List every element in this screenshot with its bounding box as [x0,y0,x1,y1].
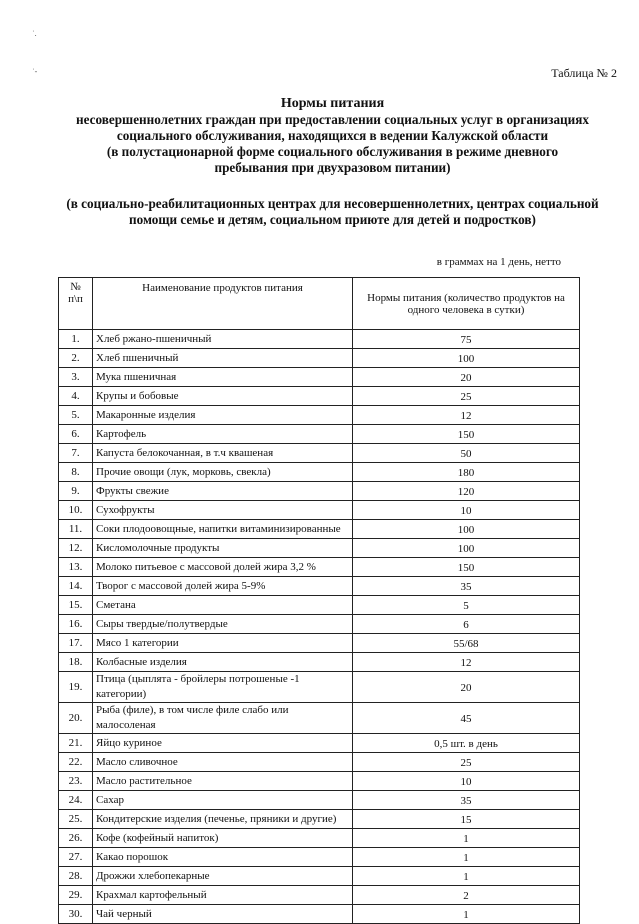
table-row [59,753,580,772]
table-row [59,791,580,810]
norm-value: 0,5 шт. в день [353,734,580,753]
table-row [59,596,580,615]
row-number: 7. [59,444,93,463]
norm-value: 55/68 [353,634,580,653]
subtitle-line: (в социально-реабилитационных центрах для несовершеннолетних, центрах социальной [66,196,599,211]
table-row [59,520,580,539]
table-row [59,615,580,634]
norm-value: 100 [353,349,580,368]
row-number: 10. [59,501,93,520]
row-number: 24. [59,791,93,810]
row-number: 18. [59,653,93,672]
norm-value: 45 [353,703,580,734]
product-name: Кисломолочные продукты [93,539,353,558]
product-name: Рыба (филе), в том числе филе слабо или малосоленая [93,703,353,734]
norm-value: 10 [353,501,580,520]
row-number: 14. [59,577,93,596]
row-number: 1. [59,330,93,349]
norm-value: 100 [353,520,580,539]
product-name: Яйцо куриное [93,734,353,753]
norm-value: 25 [353,387,580,406]
norm-value: 1 [353,867,580,886]
product-name: Сыры твердые/полутвердые [93,615,353,634]
table-row [59,905,580,924]
table-row [59,577,580,596]
product-name: Соки плодоовощные, напитки витаминизированные [93,520,353,539]
table-row [59,330,580,349]
row-number: 4. [59,387,93,406]
row-number: 11. [59,520,93,539]
table-row [59,734,580,753]
table-row [59,829,580,848]
row-number: 16. [59,615,93,634]
norm-value: 12 [353,653,580,672]
row-number: 5. [59,406,93,425]
row-number: 12. [59,539,93,558]
document-title-block [30,96,635,176]
table-row [59,672,580,703]
table-row [59,387,580,406]
table-row [59,444,580,463]
scan-speck: ˙. [32,29,37,38]
table-row [59,425,580,444]
table-row [59,406,580,425]
norm-value: 35 [353,577,580,596]
product-name: Сахар [93,791,353,810]
title-line: социального обслуживания, находящихся в ведении Калужской области [116,128,549,143]
table-row [59,539,580,558]
table-row [59,810,580,829]
document-subtitle [30,196,635,228]
norm-value: 15 [353,810,580,829]
product-name: Кофе (кофейный напиток) [93,829,353,848]
norm-value: 20 [353,672,580,703]
table-row [59,867,580,886]
row-number: 2. [59,349,93,368]
norm-value: 5 [353,596,580,615]
row-number: 3. [59,368,93,387]
row-number: 20. [59,703,93,734]
norm-value: 100 [353,539,580,558]
table-row [59,772,580,791]
norm-value: 1 [353,848,580,867]
norm-value: 2 [353,886,580,905]
title-line: (в полустационарной форме социального обслуживания в режиме дневного [106,144,559,159]
title-line: несовершеннолетних граждан при предоставлении социальных услуг в организациях [76,112,589,127]
row-number: 28. [59,867,93,886]
title-line: пребывания при двухразовом питании) [214,160,451,175]
row-number: 22. [59,753,93,772]
table-row [59,634,580,653]
product-name: Дрожжи хлебопекарные [93,867,353,886]
product-name: Кондитерские изделия (печенье, пряники и другие) [93,810,353,829]
row-number: 29. [59,886,93,905]
product-name: Творог с массовой долей жира 5-9% [93,577,353,596]
norm-value: 180 [353,463,580,482]
product-name: Прочие овощи (лук, морковь, свекла) [93,463,353,482]
product-name: Сухофрукты [93,501,353,520]
row-number: 23. [59,772,93,791]
row-number: 30. [59,905,93,924]
product-name: Мясо 1 категории [93,634,353,653]
product-name: Фрукты свежие [93,482,353,501]
product-name: Сметана [93,596,353,615]
header-number: № п\п [59,278,93,330]
header-norm: Нормы питания (количество продуктов на одного человека в сутки) [353,278,580,330]
product-name: Мука пшеничная [93,368,353,387]
table-number-label: Таблица № 2 [551,66,617,80]
norm-value: 10 [353,772,580,791]
row-number: 15. [59,596,93,615]
product-name: Птица (цыплята - бройлеры потрошеные -1 категории) [93,672,353,703]
row-number: 26. [59,829,93,848]
norm-value: 75 [353,330,580,349]
product-name: Крупы и бобовые [93,387,353,406]
table-row [59,703,580,734]
norm-value: 120 [353,482,580,501]
row-number: 9. [59,482,93,501]
product-name: Молоко питьевое с массовой долей жира 3,2 % [93,558,353,577]
product-name: Картофель [93,425,353,444]
norm-value: 1 [353,905,580,924]
norm-value: 25 [353,753,580,772]
table-row [59,653,580,672]
row-number: 17. [59,634,93,653]
subtitle-line: помощи семье и детям, социальном приюте для детей и подростков) [129,212,536,227]
norm-value: 6 [353,615,580,634]
table-row [59,501,580,520]
table-row [59,349,580,368]
product-name: Колбасные изделия [93,653,353,672]
product-name: Масло сливочное [93,753,353,772]
table-header-row [59,278,580,330]
row-number: 13. [59,558,93,577]
row-number: 21. [59,734,93,753]
norm-value: 12 [353,406,580,425]
norm-value: 1 [353,829,580,848]
nutrition-norms-table [58,277,580,924]
norm-value: 35 [353,791,580,810]
scan-speck: ˙- [32,67,38,76]
row-number: 27. [59,848,93,867]
row-number: 25. [59,810,93,829]
product-name: Чай черный [93,905,353,924]
product-name: Хлеб ржано-пшеничный [93,330,353,349]
norm-value: 150 [353,558,580,577]
table-row [59,368,580,387]
norm-value: 20 [353,368,580,387]
product-name: Масло растительное [93,772,353,791]
product-name: Капуста белокочанная, в т.ч квашеная [93,444,353,463]
header-product-name: Наименование продуктов питания [93,278,353,330]
units-note: в граммах на 1 день, нетто [436,256,561,268]
table-row [59,886,580,905]
product-name: Крахмал картофельный [93,886,353,905]
document-title: Нормы питания [280,96,385,111]
table-row [59,463,580,482]
row-number: 19. [59,672,93,703]
norm-value: 150 [353,425,580,444]
norm-value: 50 [353,444,580,463]
row-number: 6. [59,425,93,444]
row-number: 8. [59,463,93,482]
table-row [59,848,580,867]
product-name: Какао порошок [93,848,353,867]
table-row [59,482,580,501]
product-name: Хлеб пшеничный [93,349,353,368]
product-name: Макаронные изделия [93,406,353,425]
table-row [59,558,580,577]
